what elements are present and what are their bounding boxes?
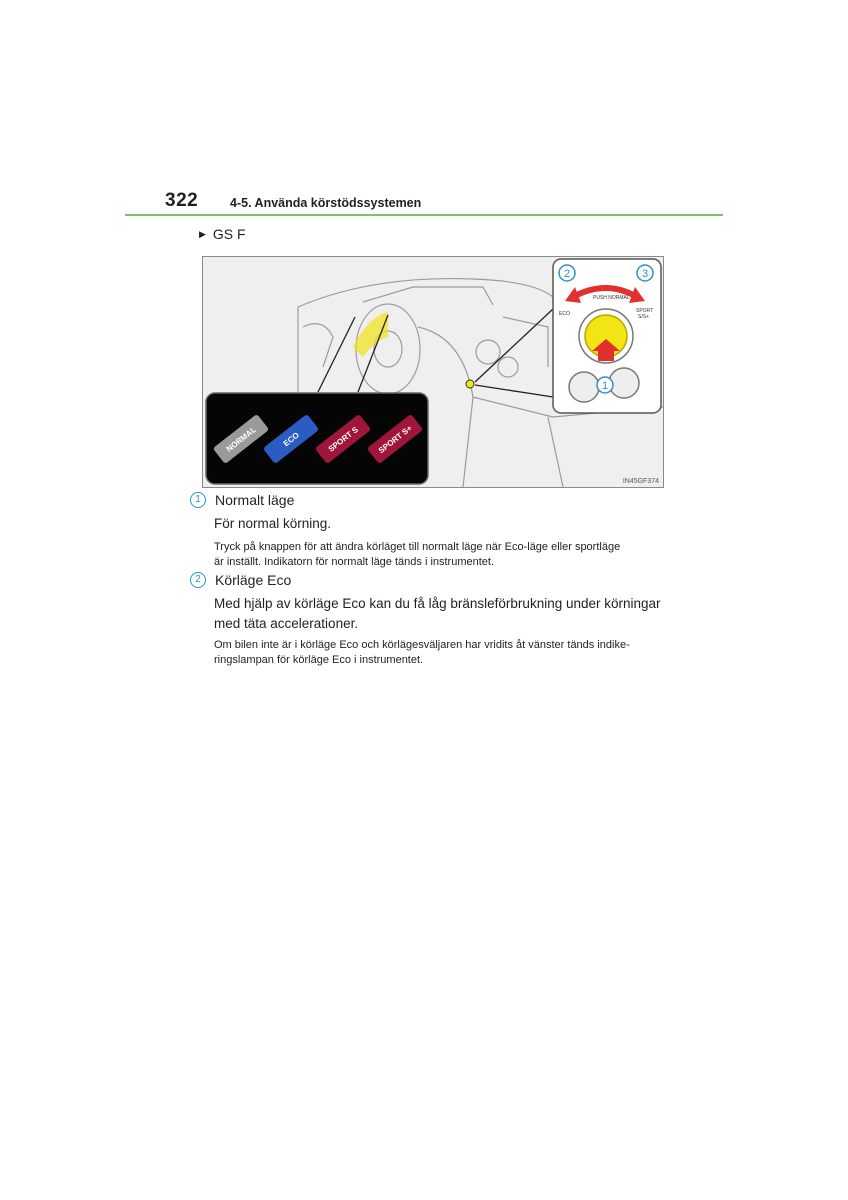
item-title: Körläge Eco bbox=[215, 572, 292, 588]
item-title: Normalt läge bbox=[215, 492, 295, 508]
item-normal-mode bbox=[190, 492, 294, 508]
sport-sub-label: S/S+ bbox=[638, 314, 649, 320]
svg-text:1: 1 bbox=[601, 380, 609, 392]
svg-text:SPORT S+: SPORT S+ bbox=[376, 423, 414, 456]
section-title: 4-5. Använda körstödssystemen bbox=[230, 196, 422, 210]
header-rule bbox=[125, 214, 723, 216]
item-description: Med hjälp av körläge Eco kan du få låg bränsleförbrukning under körningar med täta accelerationer. bbox=[214, 596, 661, 631]
svg-text:SPORT S: SPORT S bbox=[326, 425, 360, 454]
figure-code: IN45GF374 bbox=[622, 478, 659, 485]
item-eco-mode bbox=[190, 572, 291, 588]
item-description: För normal körning. bbox=[214, 516, 332, 531]
indicator-inset bbox=[206, 393, 428, 484]
svg-text:2: 2 bbox=[563, 268, 571, 280]
callout-2 bbox=[559, 265, 575, 281]
figure-illustration bbox=[203, 257, 663, 487]
triangle-marker-icon: ▶ bbox=[199, 229, 206, 239]
item-note: Tryck på knappen för att ändra körläget till normalt läge när Eco-läge eller sportläge är inställt. Indikatorn för normalt läge tänds i instrumentet. bbox=[214, 541, 621, 568]
svg-text:NORMAL: NORMAL bbox=[224, 425, 258, 454]
callout-1 bbox=[597, 377, 613, 393]
page-number: 322 bbox=[165, 190, 199, 211]
variant-label: GS F bbox=[212, 226, 246, 242]
svg-text:3: 3 bbox=[641, 268, 649, 280]
push-normal-label: PUSH NORMAL bbox=[593, 295, 630, 301]
switch-location-dot bbox=[466, 380, 474, 388]
svg-text:ECO: ECO bbox=[281, 430, 301, 449]
switch-inset bbox=[553, 259, 661, 413]
eco-switch-label: ECO bbox=[559, 311, 570, 317]
variant-heading bbox=[199, 226, 246, 242]
item-note: Om bilen inte är i körläge Eco och körlägesväljaren har vridits åt vänster tänds indike- ringslampan för körläge Eco i instrumentet. bbox=[214, 639, 630, 666]
sport-switch-label: SPORT bbox=[636, 308, 654, 314]
number-2-icon: 2 bbox=[190, 572, 206, 588]
number-1-icon: 1 bbox=[190, 492, 206, 508]
drive-mode-figure bbox=[202, 256, 664, 488]
page-header bbox=[125, 190, 723, 218]
callout-3 bbox=[637, 265, 653, 281]
